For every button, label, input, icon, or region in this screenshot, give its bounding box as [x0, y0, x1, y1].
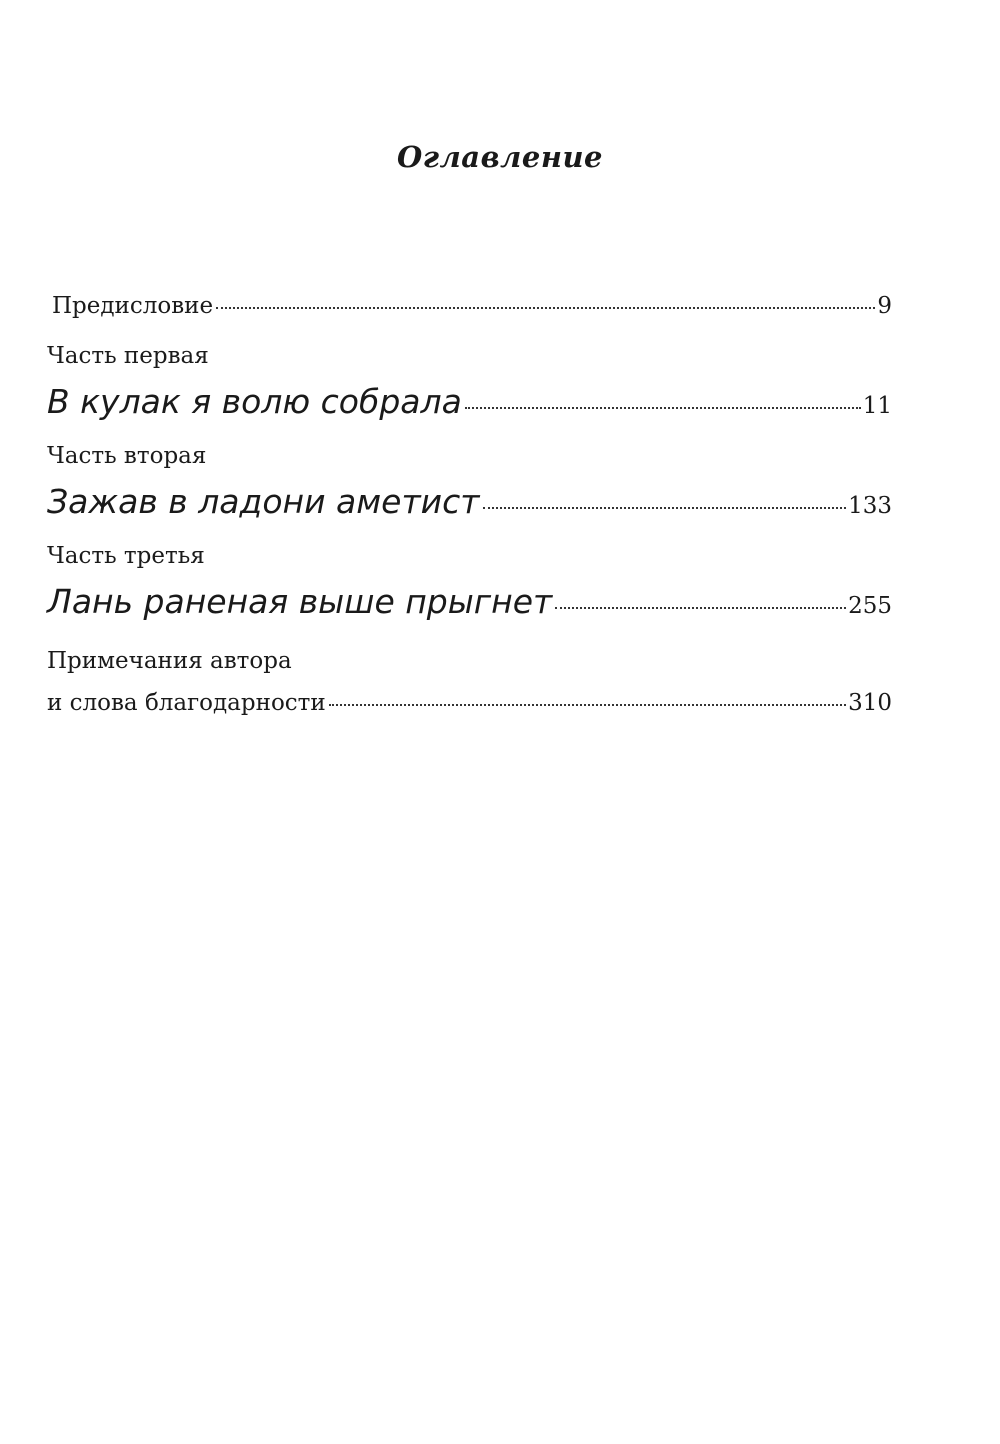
dot-leader	[216, 307, 875, 309]
part-title: В кулак я волю собрала	[47, 382, 462, 421]
part-label: Часть третья	[47, 543, 205, 569]
toc-page-number: 133	[848, 493, 892, 519]
toc-row	[47, 378, 892, 426]
toc-entry-notes[interactable]	[47, 640, 892, 724]
dot-leader	[483, 507, 847, 509]
toc-page-number: 310	[848, 690, 892, 716]
toc-row	[47, 578, 892, 626]
toc-entry-label: Предисловие	[52, 293, 214, 319]
toc-row	[47, 682, 892, 724]
notes-label-line-1: Примечания автора	[47, 648, 292, 674]
toc-row	[52, 284, 892, 328]
toc-row	[47, 478, 892, 526]
toc-entry-part-1[interactable]	[47, 334, 892, 426]
part-label: Часть вторая	[47, 443, 207, 469]
dot-leader	[555, 607, 846, 609]
toc-page-number: 11	[862, 393, 892, 419]
notes-label-line-2: и слова благодарности	[47, 690, 326, 716]
page-title: Оглавление	[397, 140, 603, 174]
toc-entry-preface[interactable]	[52, 284, 892, 328]
toc-page-number: 9	[877, 293, 892, 319]
toc-entry-part-3[interactable]	[47, 534, 892, 626]
table-of-contents	[47, 284, 892, 724]
dot-leader	[329, 704, 846, 706]
toc-entry-part-2[interactable]	[47, 434, 892, 526]
part-label: Часть первая	[47, 343, 209, 369]
part-title: Зажав в ладони аметист	[47, 482, 480, 521]
toc-page-number: 255	[848, 593, 892, 619]
dot-leader	[465, 407, 861, 409]
part-title: Лань раненая выше прыгнет	[47, 582, 553, 621]
